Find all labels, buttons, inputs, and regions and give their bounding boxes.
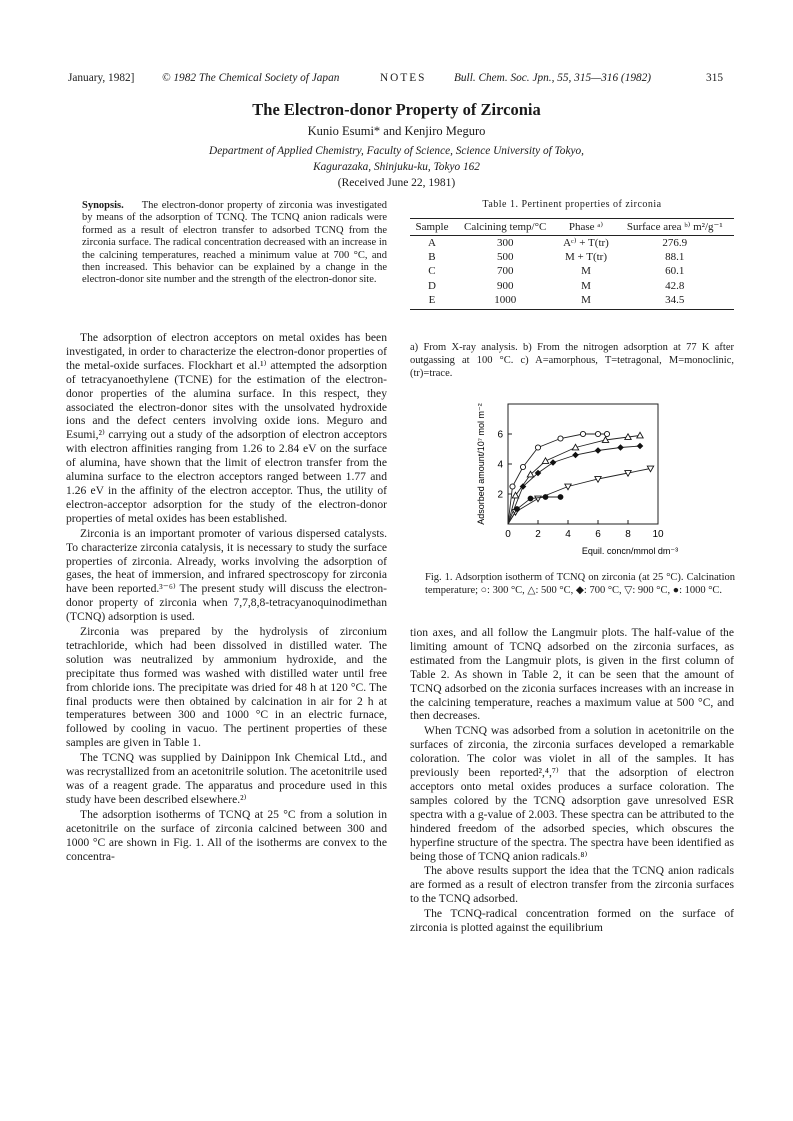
data-point: [572, 452, 579, 459]
x-tick-label: 2: [535, 529, 541, 540]
table-cell: 900: [496, 279, 514, 292]
affiliation-line: Kagurazaka, Shinjuku-ku, Tokyo 162: [313, 160, 480, 173]
body-paragraph: When TCNQ was adsorbed from a solution in acetonitrile on the surfaces of zirconia, the zirconia surfaces developed a remarkable coloration. The color was violet in all of the samples. It has previously been reported²,⁴,⁷⁾ that the adsorption of electron acceptors onto metal oxides produces a surface coloration. The samples colored by the TCNQ adsorption gave unresolved ESR spectra with a g-value of 2.003. These spectra can be attributed to the hindered freedom of the adsorbed species, which obscures the hyperfine structure of the spectra. The spectra have been identified as being those of TCNQ anion radicals.⁸⁾: [410, 724, 734, 863]
page-number: 315: [706, 72, 723, 84]
data-point: [637, 443, 644, 450]
data-point: [520, 464, 525, 469]
body-paragraph: Zirconia is an important promoter of various dispersed catalysts. To characterize zirconia catalysis, it is necessary to study the surface properties of zirconia. Already, works involving the adsorption of gases, the heat of immersion, and infrared spectroscopy for zirconia have been reported.³⁻⁶⁾ The present study will discuss the electron-donor property of zirconia when 7,7,8,8-tetracyanoquinodimethan (TCNQ) adsorption is used.: [66, 526, 387, 624]
table-cell: 88.1: [665, 251, 685, 264]
table-cell: M: [581, 279, 591, 292]
table-cell: D: [427, 279, 436, 292]
header-date: January, 1982]: [68, 72, 135, 84]
x-tick-label: 6: [595, 529, 601, 540]
table-header: Phase ᵃ⁾: [556, 219, 615, 236]
table-cell: B: [428, 251, 436, 264]
data-point: [510, 484, 515, 489]
data-point: [580, 431, 585, 436]
running-header: [68, 72, 723, 88]
data-point: [565, 484, 571, 490]
x-axis-label: Equil. concn/mmol dm⁻³: [581, 546, 679, 556]
table-cell: M + T(tr): [564, 251, 607, 264]
properties-table: [410, 218, 734, 310]
synopsis-text: The electron-donor property of zirconia was investigated by means of the adsorption of TCNQ. The TCNQ anion radicals were formed as a result of electron transfer to adsorbed TCNQ from the zirconia surface. The radical concentration decreased with an increase in the calcining temperatures, reached a minimum value at 700 °C, and then increased. This behavior can be explained by a change in the electron-donor site number and the strength of the electron-donor site.: [82, 200, 387, 286]
x-tick-label: 4: [565, 529, 571, 540]
data-point: [512, 492, 518, 498]
affiliation-line: Department of Applied Chemistry, Faculty of Science, Science University of Tokyo,: [209, 145, 584, 157]
table-footnote: a) From X-ray analysis. b) From the nitrogen adsorption at 77 K after outgassing at 100 °C. c) A=amorphous, T=tetragonal, M=monoclinic, (tr)=trace.: [410, 342, 734, 379]
data-point: [595, 431, 600, 436]
table-cell: 300: [496, 237, 514, 249]
synopsis: [82, 200, 387, 287]
header-copyright: © 1982 The Chemical Society of Japan: [162, 72, 340, 84]
table-row: [410, 264, 734, 278]
body-paragraph: Zirconia was prepared by the hydrolysis of zirconium tetrachloride, which had been dissolved in distilled water. The solution was neutralized by ammonium hydroxide, and the precipitate thus formed was washed with distilled water until free from chloride ions. The precipitate was dried for 48 h at 120 °C. The final products were then obtained by calcination in air for 2 h at temperatures between 300 and 1000 °C in an electric furnace, followed by cooling in vacuo. The pertinent properties of these samples are given in Table 1.: [66, 625, 387, 750]
body-paragraph: The TCNQ-radical concentration formed on the surface of zirconia is plotted against the equilibrium: [410, 907, 734, 935]
table-cell: 700: [496, 265, 514, 278]
data-point: [595, 447, 602, 454]
table-cell: M: [556, 293, 615, 310]
data-point: [528, 496, 534, 502]
table-cell: Aᶜ⁾ + T(tr): [563, 237, 609, 249]
left-column: [66, 331, 387, 864]
body-paragraph: The above results support the idea that the TCNQ anion radicals are formed as a result of electron transfer from the zirconia surfaces to the TCNQ adsorbed.: [410, 864, 734, 906]
data-point: [604, 431, 609, 436]
table-cell: E: [410, 293, 454, 310]
body-paragraph: The TCNQ was supplied by Dainippon Ink Chemical Ltd., and was recrystallized from an acetonitrile solution. The acetonitrile used was of a reagent grade. The apparatus and procedure used in this study have been described elsewhere.²⁾: [66, 751, 387, 806]
table-header-row: [410, 219, 734, 236]
y-tick-label: 2: [497, 489, 503, 501]
table-cell: 42.8: [665, 279, 685, 292]
body-paragraph: The adsorption isotherms of TCNQ at 25 °C from a solution in acetonitrile on the surface of zirconia calcined between 300 and 1000 °C are shown in Fig. 1. All of the isotherms are convex to the concentra-: [66, 807, 387, 863]
table-cell: 500: [496, 251, 514, 264]
header-section: NOTES: [380, 72, 427, 84]
figure-caption: Fig. 1. Adsorption isotherm of TCNQ on zirconia (at 25 °C). Calcination temperature; ○: 300 °C, △: 500 °C, ◆: 700 °C, ▽: 900 °C, ●: 1000 °C.: [425, 572, 735, 596]
y-axis-label: Adsorbed amount/10⁷ mol m⁻²: [476, 403, 486, 525]
received-date: (Received June 22, 1981): [337, 177, 456, 189]
data-point: [514, 506, 520, 512]
data-point: [558, 494, 564, 500]
table-header: Sample: [410, 219, 454, 236]
table-cell: 34.5: [616, 293, 735, 310]
y-tick-label: 6: [497, 429, 503, 441]
data-point: [535, 496, 541, 502]
table-cell: 276.9: [662, 237, 688, 249]
header-journal: Bull. Chem. Soc. Jpn., 55, 315—316 (1982): [454, 72, 652, 84]
table-header: Calcining temp/°C: [454, 219, 557, 236]
table-row: [410, 279, 734, 293]
data-point: [543, 494, 549, 500]
series-line: [508, 434, 607, 524]
x-tick-label: 8: [625, 529, 631, 540]
table-cell: 60.1: [665, 265, 685, 278]
body-paragraph: tion axes, and all follow the Langmuir plots. The half-value of the limiting amount of TCNQ adsorbed on the zirconia surfaces, as estimated from the Langmuir plots, is given in the first column of Table 2. As shown in Table 2, it can be seen that the amount of TCNQ adsorbed on the ziconia surfaces increases with an increase in the calcining temperature, reaches a maximum value at 500 °C, and then decreases.: [410, 626, 734, 723]
data-point: [617, 444, 624, 451]
table-cell: 1000: [454, 293, 557, 310]
y-tick-label: 4: [497, 459, 503, 471]
data-point: [558, 436, 563, 441]
adsorption-isotherm-chart: [470, 398, 700, 568]
body-paragraph: The adsorption of electron acceptors on metal oxides has been investigated, in order to characterize the electron-donor properties of the metal-oxide surfaces. Flockhart et al.¹⁾ attempted the adsorption of tetracyanoethylene (TCNE) for the estimation of the electron-donor properties of the alumina surface. In this respect, they associated the electron-donor sites with the unsolvated hydroxide ions and the defect centers involving oxide ions. Meguro and Esumi,²⁾ carrying out a study of the adsorption of electron acceptors with electron affinities ranging from 1.26 to 2.84 eV on the surface of alumina, have shown that the limit of electron transfer from the alumina surface to the electron acceptors ranged between 1.77 and 1.26 eV in the affinity of the electron acceptor. Thus, the utility of electron-acceptor adsorption for the study of the electron-donor properties of metal oxides has been established.: [66, 331, 387, 525]
authors: Kunio Esumi* and Kenjiro Meguro: [307, 124, 486, 138]
x-tick-label: 0: [505, 529, 511, 540]
data-point: [535, 445, 540, 450]
table-cell: C: [428, 265, 436, 278]
data-point: [637, 432, 643, 438]
x-tick-label: 10: [652, 529, 664, 540]
table-cell: A: [427, 237, 436, 249]
table-row: [410, 236, 734, 251]
article-title: The Electron-donor Property of Zirconia: [252, 100, 541, 119]
plot-frame: [508, 404, 658, 524]
affiliation: [0, 144, 793, 175]
table-cell: M: [581, 265, 591, 278]
table-header: Surface area ᵇ⁾ m²/g⁻¹: [616, 219, 735, 236]
data-point: [542, 458, 548, 464]
synopsis-label: Synopsis.: [82, 200, 124, 211]
right-column: [410, 626, 734, 936]
table-row: [410, 250, 734, 264]
table-caption: Table 1. Pertinent properties of zirconia: [482, 199, 662, 210]
table-row: [410, 293, 734, 310]
data-point: [550, 459, 557, 466]
